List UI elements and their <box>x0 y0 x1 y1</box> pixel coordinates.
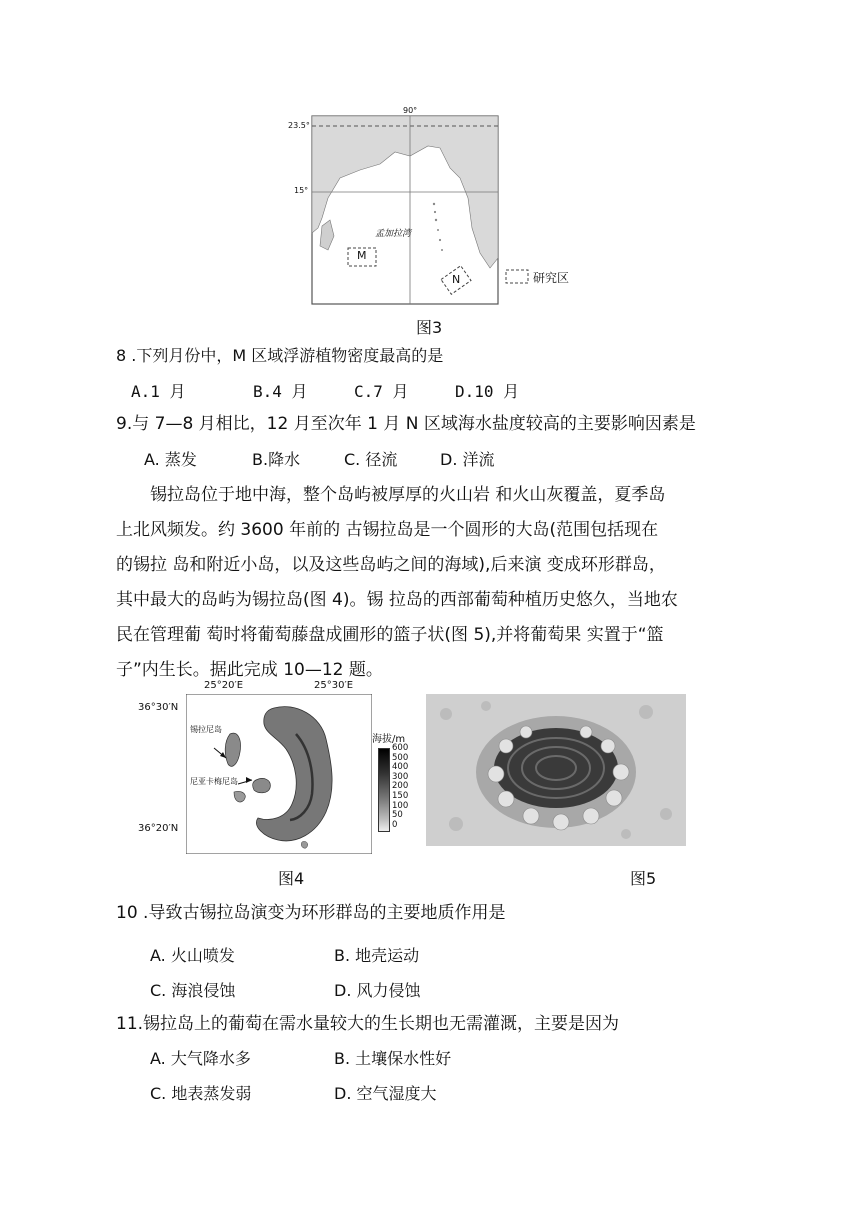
q8-option-b: B.4 月 <box>253 382 308 401</box>
q10-option-d: D. 风力侵蚀 <box>334 981 421 1000</box>
q9-option-a: A. 蒸发 <box>144 450 197 469</box>
figure-3-caption: 图3 <box>416 318 443 337</box>
figure-5-caption: 图5 <box>630 869 657 888</box>
legend-value: 600 <box>392 743 409 753</box>
q9-option-b: B.降水 <box>252 450 301 469</box>
legend-value: 100 <box>392 800 409 811</box>
q9-stem: 9.与 7—8 月相比，12 月至次年 1 月 N 区域海水盐度较高的主要影响因素是 <box>116 414 696 434</box>
lon-2-label: 25°30′E <box>314 680 354 691</box>
lat-23-label: 23.5° <box>288 121 310 130</box>
passage-line-2: 上北风频发。约 3600 年前的 古锡拉岛是一个圆形的大岛(范围包括现在 <box>116 520 659 540</box>
q9-option-c: C. 径流 <box>344 450 398 469</box>
lat-1-label: 36°30′N <box>138 702 179 713</box>
q8-option-a: A.1 月 <box>131 382 186 401</box>
q10-stem: 10 .导致古锡拉岛演变为环形群岛的主要地质作用是 <box>116 903 506 923</box>
elevation-colorbar <box>378 748 390 832</box>
passage-line-3: 的锡拉 岛和附近小岛，以及这些岛屿之间的海域),后来演 变成环形群岛， <box>116 555 666 575</box>
elevation-legend-values <box>392 744 408 830</box>
q11-option-c: C. 地表蒸发弱 <box>150 1084 252 1103</box>
passage-line-5: 民在管理葡 萄时将葡萄藤盘成圃形的篮子状(图 5),并将葡萄果 实置于“篮 <box>116 625 664 645</box>
legend-value: 500 <box>392 752 409 763</box>
q11-option-d: D. 空气湿度大 <box>334 1084 437 1103</box>
study-area-legend-box <box>506 270 528 283</box>
lon-1-label: 25°20′E <box>204 680 244 691</box>
island-2-label: 尼亚卡梅尼岛 <box>190 777 238 786</box>
island-1-label: 锡拉尼岛 <box>190 725 222 734</box>
figure-3-map <box>288 106 600 306</box>
elevation-legend-title: 海拔/m <box>372 734 406 745</box>
passage-line-4: 其中最大的岛屿为锡拉岛(图 4)。锡 拉岛的西部葡萄种植历史悠久，当地农 <box>116 590 678 610</box>
passage-line-1: 锡拉岛位于地中海，整个岛屿被厚厚的火山岩 和火山灰覆盖，夏季岛 <box>150 485 666 505</box>
figure-4-caption: 图4 <box>278 869 305 888</box>
figure-5-photo <box>426 694 686 846</box>
q11-stem: 11.锡拉岛上的葡萄在需水量较大的生长期也无需灌溉，主要是因为 <box>116 1014 620 1034</box>
legend-label: 研究区 <box>533 271 570 285</box>
q10-option-c: C. 海浪侵蚀 <box>150 981 236 1000</box>
grape-basket-illustration <box>426 694 686 846</box>
lon-90-label: 90° <box>403 106 418 115</box>
legend-value: 50 <box>392 810 403 821</box>
sea-name-label: 孟加拉湾 <box>375 229 412 239</box>
legend-value: 200 <box>392 781 409 792</box>
q10-option-a: A. 火山喷发 <box>150 946 235 965</box>
q11-option-a: A. 大气降水多 <box>150 1049 251 1068</box>
legend-value: 300 <box>392 771 409 782</box>
region-n-label: N <box>452 273 461 286</box>
legend-value: 0 <box>392 819 398 830</box>
legend-value: 400 <box>392 762 409 773</box>
q10-option-b: B. 地壳运动 <box>334 946 420 965</box>
q8-option-c: C.7 月 <box>354 382 409 401</box>
q9-option-d: D. 洋流 <box>440 450 495 469</box>
q11-option-b: B. 土壤保水性好 <box>334 1049 452 1068</box>
q8-option-d: D.10 月 <box>455 382 520 401</box>
santorini-map <box>186 694 372 854</box>
q8-stem: 8 .下列月份中，M 区域浮游植物密度最高的是 <box>116 346 444 365</box>
lat-2-label: 36°20′N <box>138 823 179 834</box>
passage-line-6: 子”内生长。据此完成 10—12 题。 <box>116 660 383 680</box>
legend-value: 150 <box>392 790 409 801</box>
lat-15-label: 15° <box>294 186 309 195</box>
region-m-label: M <box>357 249 367 262</box>
figure-4-map <box>134 680 424 860</box>
